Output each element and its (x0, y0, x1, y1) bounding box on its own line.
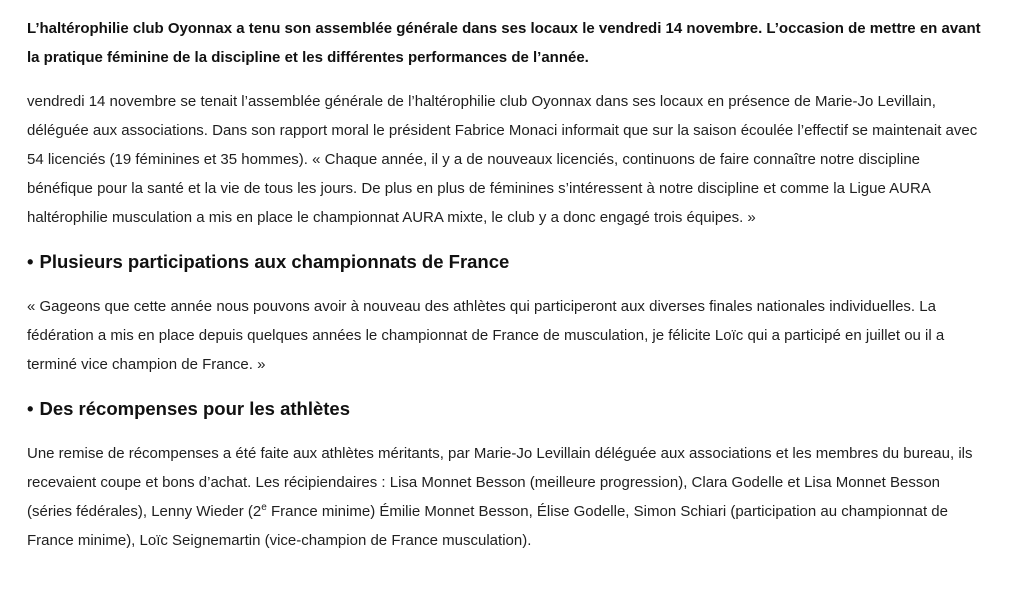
section-heading-championnats-text: Plusieurs participations aux championnats de France (39, 251, 510, 272)
article-paragraph-3 (27, 439, 986, 555)
bullet-icon: • (27, 398, 34, 419)
article-paragraph-2: « Gageons que cette année nous pouvons avoir à nouveau des athlètes qui participeront aux diverses finales nationales individuelles. La fédération a mis en place depuis quelques années le championnat de France de musculation, je félicite Loïc qui a participé en juillet ou il a terminé vice champion de France. » (27, 298, 945, 373)
paragraph-3-text-start: Une remise de récompenses a été faite aux athlètes méritants, par Marie-Jo Levillain déléguée aux associations et les membres du bureau, ils recevaient coupe et bons d’achat. Les récipiendaires : Lisa Monnet Besson (meilleure progression), Clara Godelle et Lisa Monnet Besson (séries fédérales), Lenny Wieder (2 (27, 445, 973, 520)
bullet-icon: • (27, 251, 34, 272)
section-heading-recompenses-text: Des récompenses pour les athlètes (39, 398, 351, 419)
ordinal-superscript: e (261, 502, 267, 513)
section-heading-recompenses (27, 394, 986, 424)
article-paragraph-1: vendredi 14 novembre se tenait l’assemblée générale de l’haltérophilie club Oyonnax dans ses locaux en présence de Marie-Jo Levillain, déléguée aux associations. Dans son rapport moral le président Fabrice Monaci informait que sur la saison écoulée l’effectif se maintenait avec 54 licenciés (19 féminines et 35 hommes). « Chaque année, il y a de nouveaux licenciés, continuons de faire connaître notre discipline bénéfique pour la santé et la vie de tous les jours. De plus en plus de féminines s’intéressent à notre discipline et comme la Ligue AURA haltérophilie musculation a mis en place le championnat AURA mixte, le club y a donc engagé trois équipes. » (27, 93, 978, 226)
paragraph-3-text-end: France minime) Émilie Monnet Besson, Élise Godelle, Simon Schiari (participation au championnat de France minime), Loïc Seignemartin (vice-champion de France musculation). (27, 503, 948, 549)
section-heading-championnats (27, 247, 986, 277)
article-lead: L’haltérophilie club Oyonnax a tenu son assemblée générale dans ses locaux le vendredi 14 novembre. L’occasion de mettre en avant la pratique féminine de la discipline et les différentes performances de l’année. (27, 20, 981, 66)
